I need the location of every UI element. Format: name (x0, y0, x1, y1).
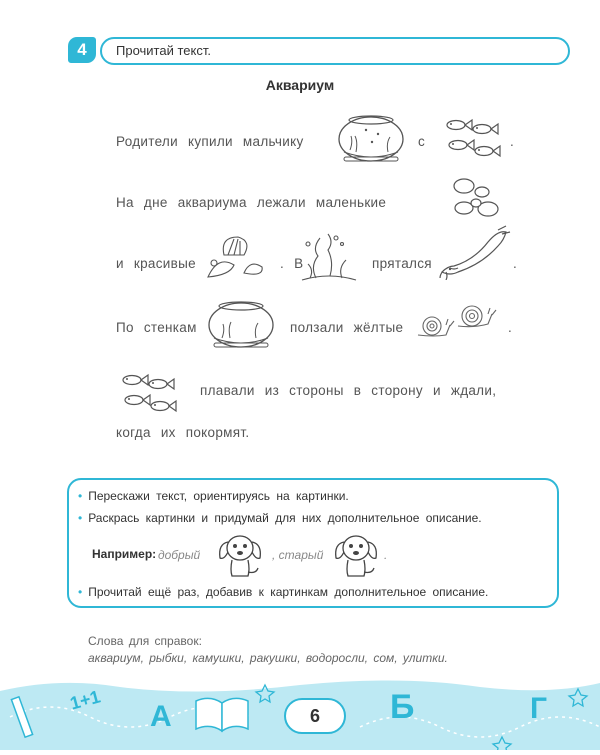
fish-picture (440, 115, 504, 161)
story-line-4b: ползали жёлтые (290, 320, 404, 335)
task-number-badge: 4 (68, 37, 96, 63)
story-line-2: На дне аквариума лежали маленькие (116, 195, 387, 210)
story-line-4a: По стенкам (116, 320, 197, 335)
fish-picture-2 (116, 370, 184, 416)
dog-picture-2 (330, 528, 382, 585)
story-line-1c: . (510, 134, 515, 149)
footer-math: 1+1 (67, 686, 103, 714)
story-line-3a: и красивые (116, 256, 196, 271)
book-icon (196, 698, 248, 731)
example-end: . (384, 548, 388, 562)
snails-picture (414, 302, 500, 342)
bullet-retell: • Перескажи текст, ориентируясь на картинки. (78, 489, 349, 503)
footer-letter-g: Г (530, 692, 548, 725)
story-line-1a: Родители купили мальчику (116, 134, 304, 149)
aquarium-picture (336, 112, 406, 164)
text-title: Аквариум (265, 77, 335, 93)
example-word-1: добрый (158, 548, 201, 562)
reference-label: Слова для справок: (88, 634, 202, 648)
example-label: Например: (92, 547, 157, 561)
footer-letter-a: А (150, 700, 172, 733)
footer-letter-b: Б (390, 688, 415, 726)
story-line-3c: прятался (372, 256, 432, 271)
page-number: 6 (284, 698, 346, 734)
stones-picture (444, 176, 506, 220)
reference-words: аквариум, рыбки, камушки, ракушки, водоросли, сом, улитки. (88, 651, 448, 665)
story-line-3d: . (513, 256, 518, 271)
task-instruction: Прочитай текст. (100, 37, 570, 65)
story-line-1b: с (418, 134, 426, 149)
dog-picture-1 (214, 528, 266, 585)
catfish-picture (438, 224, 514, 280)
aquarium-picture-2 (206, 298, 276, 350)
story-line-6: когда их покормят. (116, 425, 250, 440)
shells-picture (204, 233, 270, 283)
seaweed-picture (296, 232, 362, 284)
example-word-2: , старый (272, 548, 324, 562)
story-line-3b: . В (280, 256, 304, 271)
bullet-color: • Раскрась картинки и придумай для них дополнительное описание. (78, 511, 482, 525)
story-line-4c: . (508, 320, 513, 335)
bullet-reread: • Прочитай ещё раз, добавив к картинкам дополнительное описание. (78, 585, 489, 599)
story-line-5: плавали из стороны в сторону и ждали, (200, 383, 497, 398)
